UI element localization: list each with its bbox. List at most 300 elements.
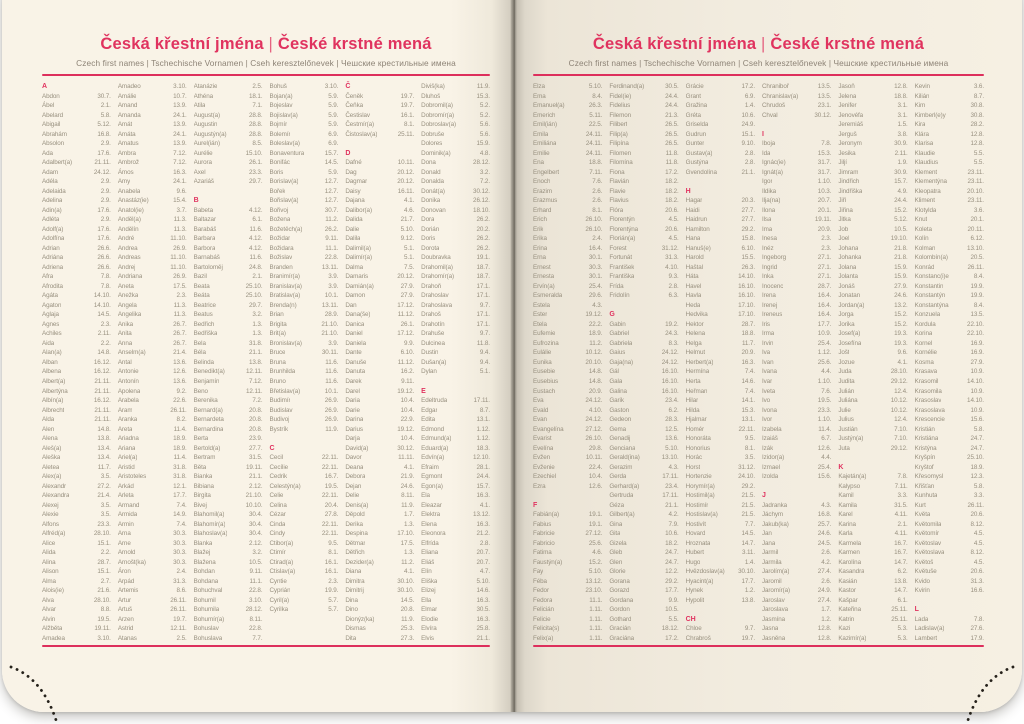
- name-day-row: [762, 463, 831, 473]
- given-name: Antonín: [117, 377, 139, 385]
- name-day-date: 9.7.: [744, 625, 755, 633]
- given-name: Brit(a): [269, 330, 286, 338]
- given-name: Azariáš: [193, 178, 214, 186]
- given-name: Atanas: [117, 634, 137, 642]
- given-name: Johana: [838, 244, 859, 252]
- name-day-date: 27.7.: [741, 206, 755, 214]
- name-day-date: 5.7.: [328, 596, 339, 604]
- given-name: Kasandra: [838, 568, 865, 576]
- name-day-date: 21.8.: [894, 254, 908, 262]
- given-name: Artemis: [117, 587, 139, 595]
- name-day-row: [421, 139, 490, 149]
- given-name: Fabricie: [533, 530, 555, 538]
- name-day-date: 1.12.: [476, 435, 490, 443]
- name-column: [421, 82, 490, 643]
- name-day-date: 2.6.: [592, 197, 603, 205]
- given-name: Konzuela: [914, 311, 941, 319]
- name-day-row: [533, 367, 602, 377]
- given-name: Elvíra: [421, 625, 437, 633]
- given-name: Aranka: [117, 416, 138, 424]
- name-day-date: 17.2.: [665, 168, 679, 176]
- name-day-row: [915, 472, 984, 482]
- given-name: Aurélie: [193, 149, 213, 157]
- name-day-row: [194, 92, 263, 102]
- name-day-date: 10.11.: [585, 454, 603, 462]
- given-name: Cinda: [269, 520, 286, 528]
- given-name: Ella: [421, 596, 432, 604]
- name-day-date: 11.10.: [170, 254, 187, 262]
- name-day-date: 2.12.: [248, 539, 263, 547]
- name-day-row: [838, 149, 907, 159]
- name-day-row: [533, 82, 602, 92]
- given-name: Julie: [838, 406, 851, 414]
- name-day-date: 2.9.: [100, 216, 111, 224]
- name-day-date: 27.1.: [817, 263, 832, 271]
- name-day-date: 17.6.: [97, 225, 111, 233]
- name-day-row: [118, 225, 187, 235]
- given-name: Eliáš: [421, 558, 435, 566]
- name-day-date: 16.3.: [476, 596, 490, 604]
- given-name: Jitka: [838, 216, 851, 224]
- name-day-row: [838, 196, 907, 206]
- given-name: Kira: [914, 121, 926, 129]
- name-day-row: [42, 387, 111, 397]
- given-name: Gerda: [609, 473, 627, 481]
- given-name: Fay: [533, 568, 544, 576]
- given-name: Cyrilka: [269, 606, 289, 614]
- given-name: Danuše: [345, 358, 367, 366]
- name-day-date: 6.9.: [744, 92, 755, 100]
- name-day-row: [762, 149, 831, 159]
- name-day-date: 7.6.: [821, 387, 832, 395]
- given-name: Andreas: [117, 254, 141, 262]
- name-day-date: 21.10.: [245, 492, 263, 500]
- name-day-date: 24.12.: [661, 349, 679, 357]
- name-day-date: 15.6.: [817, 473, 832, 481]
- name-day-date: 20.6.: [665, 206, 679, 214]
- given-name: Fortunát: [609, 254, 632, 262]
- name-day-row: [345, 615, 414, 625]
- name-day-date: 8.5.: [252, 140, 263, 148]
- name-day-date: 25.11.: [891, 615, 908, 623]
- name-day-row: [533, 577, 602, 587]
- name-day-row: [762, 101, 831, 111]
- name-day-date: 22.11.: [321, 454, 339, 462]
- name-day-date: 26.3.: [588, 102, 603, 110]
- name-day-date: 19.9.: [324, 587, 339, 595]
- name-day-date: 28.8.: [248, 121, 263, 129]
- given-name: Alena: [42, 435, 58, 443]
- name-day-row: [345, 624, 414, 634]
- given-name: Doubravka: [421, 254, 451, 262]
- name-day-row: [915, 586, 984, 596]
- given-name: Anežka: [117, 292, 139, 300]
- name-day-date: 31.12.: [661, 244, 679, 252]
- given-name: Gaius: [609, 349, 626, 357]
- given-name: Horymír(a): [685, 482, 715, 490]
- given-name: Filomen: [609, 149, 632, 157]
- name-day-date: 7.4.: [176, 520, 187, 528]
- name-day-date: 12.11.: [170, 625, 187, 633]
- name-day-date: 11.9.: [476, 83, 490, 90]
- given-name: Jeronym: [838, 140, 862, 148]
- name-day-row: [194, 168, 263, 178]
- name-day-date: 8.1.: [744, 444, 755, 452]
- name-day-row: [838, 253, 907, 263]
- name-day-row: [915, 510, 984, 520]
- name-day-row: [686, 548, 755, 558]
- name-day-row: [609, 92, 678, 102]
- name-day-date: 12.4.: [894, 387, 908, 395]
- given-name: Ireneus: [761, 311, 783, 319]
- given-name: Barnabáš: [193, 254, 220, 262]
- given-name: Irenej: [761, 301, 778, 309]
- given-name: Erazim: [533, 187, 552, 195]
- name-day-row: [915, 615, 984, 625]
- given-name: Bořivoj: [269, 206, 289, 214]
- name-day-row: [269, 301, 338, 311]
- name-day-row: [915, 396, 984, 406]
- name-day-row: [42, 253, 111, 263]
- name-day-date: 21.6.: [97, 587, 111, 595]
- name-day-row: [421, 415, 490, 425]
- given-name: Kim: [914, 102, 926, 110]
- name-day-row: [762, 586, 831, 596]
- given-name: Bohuslava: [193, 634, 223, 642]
- given-name: August(a): [193, 111, 221, 119]
- name-day-date: 29.12.: [890, 377, 908, 385]
- given-name: Adalbert(a): [42, 159, 73, 167]
- name-day-date: 2.4.: [592, 235, 603, 243]
- name-day-date: 2.4.: [176, 568, 187, 576]
- name-day-row: [42, 348, 111, 358]
- name-day-row: [686, 320, 755, 330]
- given-name: Jarolím(a): [761, 568, 790, 576]
- name-day-date: 12.8.: [970, 140, 984, 148]
- name-day-row: [533, 329, 602, 339]
- name-day-date: 1.11.: [589, 634, 603, 642]
- given-name: Filibert: [609, 121, 628, 129]
- given-name: Ignát(a): [761, 168, 783, 176]
- name-day-date: 18.2.: [665, 197, 679, 205]
- name-columns: [42, 82, 490, 643]
- given-name: Blahomír(a): [193, 520, 226, 528]
- name-day-row: [42, 482, 111, 492]
- name-day-row: [686, 101, 755, 111]
- name-day-row: [686, 310, 755, 320]
- name-day-row: [194, 387, 263, 397]
- name-day-row: [762, 301, 831, 311]
- name-day-date: 15.6.: [970, 416, 984, 424]
- name-day-row: [421, 548, 490, 558]
- name-day-row: [686, 206, 755, 216]
- given-name: Alida: [42, 549, 56, 557]
- given-name: Justián: [838, 425, 858, 433]
- given-name: Jarmila: [761, 558, 782, 566]
- given-name: Ariana: [117, 444, 136, 452]
- given-name: Florián(a): [609, 235, 636, 243]
- name-day-row: [269, 377, 338, 387]
- name-day-date: 10.12.: [585, 349, 603, 357]
- name-day-row: [609, 130, 678, 140]
- given-name: Faustýn(a): [533, 558, 563, 566]
- name-day-row: [762, 215, 831, 225]
- name-day-row: [915, 367, 984, 377]
- name-day-date: 28.12.: [473, 159, 490, 167]
- name-day-date: 4.4.: [821, 368, 832, 376]
- name-day-date: 14.7.: [894, 587, 908, 595]
- name-day-row: [533, 539, 602, 549]
- name-day-row: [269, 482, 338, 492]
- name-day-date: 28.8.: [248, 111, 263, 119]
- name-day-date: 11.1.: [325, 244, 339, 252]
- name-day-date: 8.1.: [328, 549, 339, 557]
- name-day-date: 14.5.: [97, 311, 111, 319]
- name-day-row: [533, 615, 602, 625]
- given-name: Květomír: [914, 530, 940, 538]
- given-name: Anatol(ie): [117, 206, 144, 214]
- given-name: Hostivít: [685, 520, 706, 528]
- given-name: Edmond: [421, 425, 444, 433]
- name-day-date: 9.11.: [325, 235, 339, 243]
- name-day-row: [762, 615, 831, 625]
- name-day-row: [421, 329, 490, 339]
- given-name: Alice: [42, 539, 56, 547]
- name-day-date: 15.2.: [894, 206, 908, 214]
- given-name: Ema: [533, 92, 546, 100]
- name-day-date: 11.4.: [173, 425, 187, 433]
- given-name: Flavius: [609, 197, 629, 205]
- given-name: Barabáš: [193, 225, 217, 233]
- given-name: Celina: [269, 501, 287, 509]
- name-day-date: 8.7.: [479, 406, 490, 414]
- name-day-row: [194, 406, 263, 416]
- given-name: Filemon: [609, 111, 632, 119]
- name-day-row: [194, 301, 263, 311]
- given-name: Donovan: [421, 206, 446, 214]
- name-day-row: [194, 82, 263, 92]
- given-name: Aleška: [42, 454, 61, 462]
- name-day-row: [533, 168, 602, 178]
- given-name: Jorga: [838, 311, 854, 319]
- name-day-date: 21.5.: [741, 492, 755, 500]
- name-day-date: 15.2.: [894, 320, 908, 328]
- name-day-date: 4.12.: [248, 244, 263, 252]
- given-name: Hugo: [685, 558, 701, 566]
- name-day-row: [118, 101, 187, 111]
- given-name: Kevin: [914, 83, 930, 90]
- name-day-date: 1.12.: [817, 349, 832, 357]
- name-day-row: [686, 539, 755, 549]
- name-day-row: [838, 634, 907, 644]
- given-name: Břetislav(a): [269, 387, 301, 395]
- name-day-row: [194, 120, 263, 130]
- name-day-row: [194, 253, 263, 263]
- given-name: Dustin: [421, 349, 439, 357]
- given-name: Bruno: [269, 377, 286, 385]
- name-day-row: [345, 282, 414, 292]
- given-name: Apolena: [117, 387, 141, 395]
- name-day-date: 5.7.: [328, 606, 339, 614]
- given-name: Ariadna: [117, 435, 139, 443]
- name-day-row: [118, 111, 187, 121]
- given-name: Gunter: [685, 140, 705, 148]
- given-name: Kristiána: [914, 435, 939, 443]
- name-day-date: 5.11.: [589, 111, 603, 119]
- name-day-date: 20.10.: [585, 358, 603, 366]
- name-day-date: 3.9.: [328, 282, 339, 290]
- given-name: Klement: [914, 168, 938, 176]
- given-name: Branden: [269, 263, 293, 271]
- given-name: Branislav(a): [269, 282, 302, 290]
- name-day-row: [345, 596, 414, 606]
- name-day-date: 11.6.: [325, 368, 339, 376]
- name-day-row: [915, 168, 984, 178]
- given-name: Donika: [421, 197, 441, 205]
- name-day-date: 31.7.: [817, 168, 832, 176]
- name-day-row: [194, 577, 263, 587]
- name-day-row: [686, 329, 755, 339]
- name-day-date: 2.3.: [176, 292, 187, 300]
- given-name: Aristoteles: [117, 473, 147, 481]
- page-subtitle: Czech first names | Tschechische Vornamen | Cseh keresztelőnevek | Чешские крестильные имена: [76, 58, 456, 68]
- given-name: Fabius: [533, 520, 552, 528]
- given-name: Gordon: [609, 606, 630, 614]
- given-name: Albert(a): [42, 377, 66, 385]
- given-name: Adelaida: [42, 187, 66, 195]
- name-day-row: [421, 282, 490, 292]
- name-day-row: [762, 510, 831, 520]
- name-day-row: [118, 453, 187, 463]
- name-day-row: [686, 482, 755, 492]
- given-name: Jindřich: [838, 178, 860, 186]
- given-name: Erina: [533, 244, 548, 252]
- name-day-row: [838, 444, 907, 454]
- given-name: Kastor: [838, 587, 856, 595]
- name-day-date: 18.7.: [476, 273, 490, 281]
- section-letter: CH: [685, 615, 696, 623]
- name-day-row: [609, 501, 678, 511]
- name-day-date: 13.1.: [476, 416, 490, 424]
- name-day-row: [118, 539, 187, 549]
- given-name: Fidel(ie): [609, 92, 632, 100]
- name-day-row: [838, 263, 907, 273]
- name-day-date: 30.10.: [397, 587, 415, 595]
- name-day-date: 17.10.: [738, 301, 755, 309]
- name-day-date: 10.6.: [665, 530, 679, 538]
- name-day-date: 3.2.: [479, 168, 490, 176]
- name-day-date: 18.12.: [661, 625, 679, 633]
- name-day-row: [686, 291, 755, 301]
- name-day-row: [421, 263, 490, 273]
- given-name: Klementýna: [914, 178, 947, 186]
- name-day-date: 30.3.: [173, 539, 187, 547]
- name-day-date: 20.6.: [970, 511, 984, 519]
- name-day-row: [345, 310, 414, 320]
- name-day-date: 9.7.: [479, 330, 490, 338]
- given-name: Abigail: [42, 121, 61, 129]
- name-day-row: [345, 577, 414, 587]
- given-name: Danica: [345, 320, 365, 328]
- name-day-date: 17.1.: [476, 282, 490, 290]
- name-day-row: [762, 415, 831, 425]
- name-day-row: [762, 282, 831, 292]
- given-name: Armida: [117, 511, 138, 519]
- given-name: Bedřich: [193, 320, 215, 328]
- name-day-row: [42, 624, 111, 634]
- name-day-date: 30.1.: [588, 273, 603, 281]
- name-day-row: [686, 225, 755, 235]
- name-day-date: 12.8.: [817, 625, 832, 633]
- given-name: Inesa: [761, 235, 777, 243]
- name-day-row: [533, 263, 602, 273]
- given-name: Forest: [609, 244, 627, 252]
- given-name: Elena: [421, 520, 437, 528]
- name-day-row: [762, 272, 831, 282]
- name-day-row: [269, 282, 338, 292]
- given-name: Borislav(a): [269, 178, 299, 186]
- given-name: Johanka: [838, 254, 862, 262]
- given-name: Anděl(a): [117, 216, 141, 224]
- given-name: Alina: [42, 558, 56, 566]
- name-day-date: 13.8.: [97, 435, 111, 443]
- name-day-row: [533, 586, 602, 596]
- given-name: Dagmar: [345, 178, 368, 186]
- name-column: [345, 82, 414, 643]
- name-day-row: [194, 367, 263, 377]
- name-day-row: [345, 520, 414, 530]
- name-day-row: [421, 225, 490, 235]
- given-name: Karina: [838, 520, 856, 528]
- given-name: Alma: [42, 577, 56, 585]
- given-name: Adin(a): [42, 206, 62, 214]
- name-day-date: 26.11.: [170, 406, 187, 414]
- name-day-row: [118, 387, 187, 397]
- name-day-date: 24.11.: [585, 140, 603, 148]
- name-day-date: 7.4.: [176, 501, 187, 509]
- name-day-date: 14.6.: [741, 377, 755, 385]
- name-day-date: 3.10.: [324, 83, 339, 90]
- name-day-date: 30.1.: [588, 254, 603, 262]
- name-day-row: [762, 387, 831, 397]
- name-day-date: 4.5.: [668, 235, 679, 243]
- given-name: Dominik(a): [421, 149, 451, 157]
- given-name: Anna: [117, 339, 133, 347]
- given-name: Amáta: [117, 130, 136, 138]
- given-name: Gema: [609, 425, 627, 433]
- name-day-date: 26.1.: [400, 320, 415, 328]
- given-name: Bojeslav: [269, 102, 293, 110]
- given-name: Adriána: [42, 254, 64, 262]
- name-day-row: [421, 501, 490, 511]
- name-day-date: 1.11.: [589, 615, 603, 623]
- name-day-date: 24.1.: [173, 111, 187, 119]
- name-day-row: [421, 482, 490, 492]
- given-name: Drahotín: [421, 320, 445, 328]
- given-name: Arne: [117, 539, 131, 547]
- name-day-date: 17.12.: [397, 330, 415, 338]
- given-name: Božetěch(a): [269, 225, 303, 233]
- name-day-row: [194, 139, 263, 149]
- given-name: Eliška: [421, 577, 438, 585]
- name-day-row: [838, 168, 907, 178]
- name-day-row: [269, 320, 338, 330]
- name-day-row: [838, 234, 907, 244]
- page-title-czech: Česká křestní jména: [100, 35, 264, 53]
- given-name: Dimitrij: [345, 587, 364, 595]
- given-name: Aurel(ián): [193, 140, 220, 148]
- name-day-row: [533, 139, 602, 149]
